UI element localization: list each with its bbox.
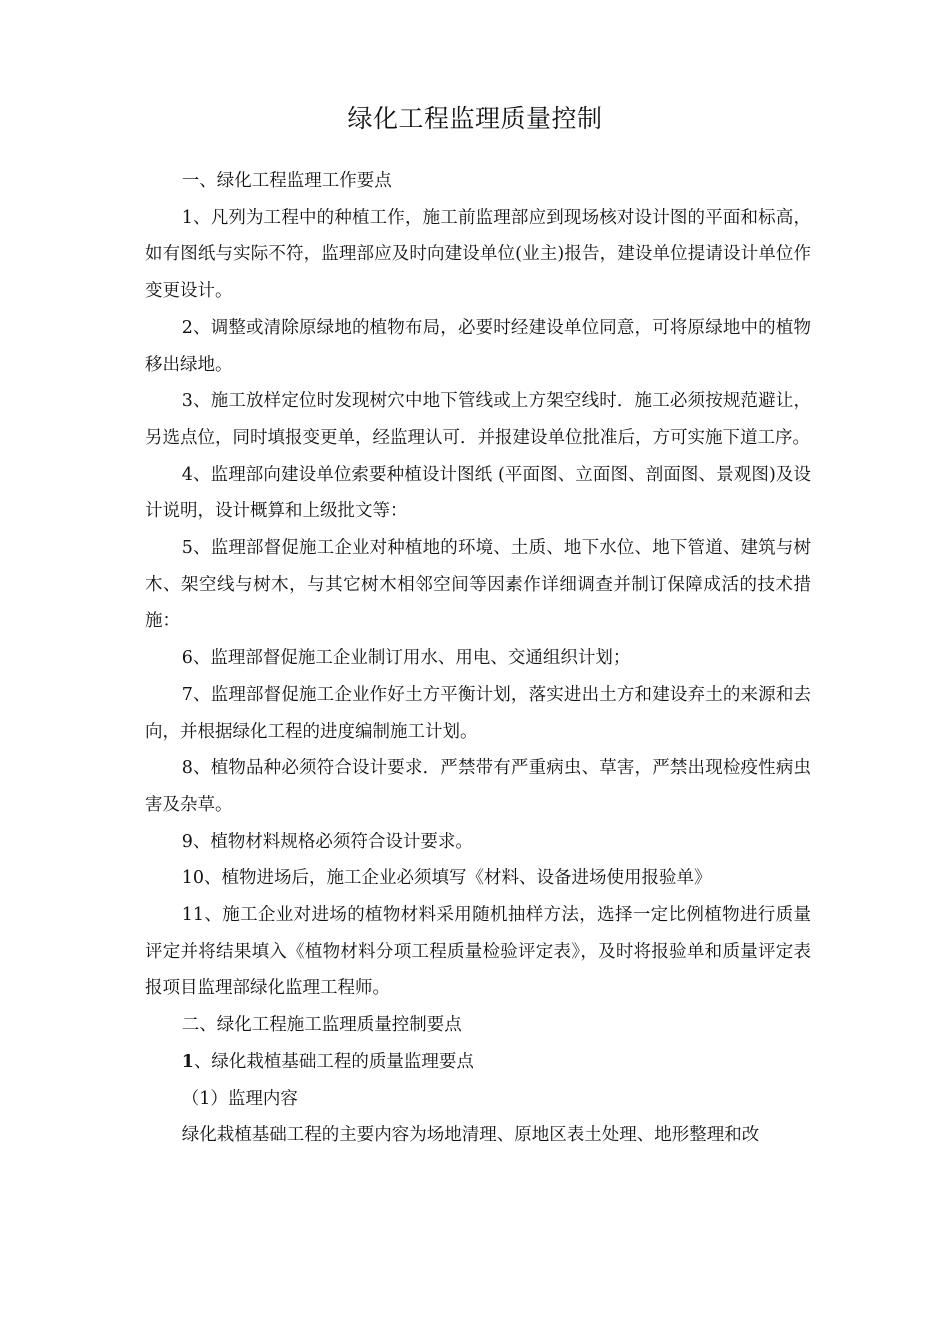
paragraph: 绿化栽植基础工程的主要内容为场地清理、原地区表土处理、地形整理和改 bbox=[181, 1125, 760, 1146]
section-heading: 二、绿化工程施工监理质量控制要点 bbox=[181, 1015, 462, 1036]
paragraph-item: 9、植物材料规格必须符合设计要求。 bbox=[181, 831, 473, 852]
paragraph-item: 4、监理部向建设单位索要种植设计图纸 (平面图、立面图、剖面图、景观图)及设计说明，设计概算和上级批文等： bbox=[145, 464, 811, 522]
paragraph-item: 3、施工放样定位时发现树穴中地下管线或上方架空线时．施工必须按规范避让，另选点位，同时填报变更单，经监理认可．并报建设单位批准后，方可实施下道工序。 bbox=[145, 391, 811, 448]
paragraph-item: 7、监理部督促施工企业作好土方平衡计划，落实进出土方和建设弃土的来源和去向，并根据绿化工程的进度编制施工计划。 bbox=[145, 684, 811, 742]
paragraph-item: 8、植物品种必须符合设计要求．严禁带有严重病虫、草害，严禁出现检疫性病虫害及杂草。 bbox=[145, 758, 811, 815]
paragraph-item: 2、调整或清除原绿地的植物布局，必要时经建设单位同意，可将原绿地中的植物移出绿地。 bbox=[145, 317, 811, 375]
subsection-text: 、绿化栽植基础工程的质量监理要点 bbox=[193, 1051, 474, 1072]
document-body bbox=[145, 163, 811, 1154]
paragraph-item: 11、施工企业对进场的植物材料采用随机抽样方法，选择一定比例植物进行质量评定并将结果填入《植物材料分项工程质量检验评定表》，及时将报验单和质量评定表报项目监理部绿化监理工程师。 bbox=[145, 905, 811, 999]
sub-item-heading: （1）监理内容 bbox=[181, 1088, 298, 1109]
paragraph-item: 1、凡列为工程中的种植工作，施工前监理部应到现场核对设计图的平面和标高，如有图纸与实际不符，监理部应及时向建设单位(业主)报告，建设单位提请设计单位作变更设计。 bbox=[145, 207, 811, 302]
paragraph-item: 5、监理部督促施工企业对种植地的环境、土质、地下水位、地下管道、建筑与树木、架空线与树木，与其它树木相邻空间等因素作详细调查并制订保障成活的技术措施： bbox=[145, 538, 811, 632]
paragraph-item: 10、植物进场后，施工企业必须填写《材料、设备进场使用报验单》 bbox=[181, 868, 712, 889]
paragraph-item: 6、监理部督促施工企业制订用水、用电、交通组织计划； bbox=[181, 648, 631, 669]
subsection-number: 1 bbox=[181, 1051, 194, 1072]
subsection-heading bbox=[145, 1044, 811, 1081]
section-heading: 一、绿化工程监理工作要点 bbox=[181, 171, 392, 191]
document-title: 绿化工程监理质量控制 bbox=[347, 104, 603, 133]
